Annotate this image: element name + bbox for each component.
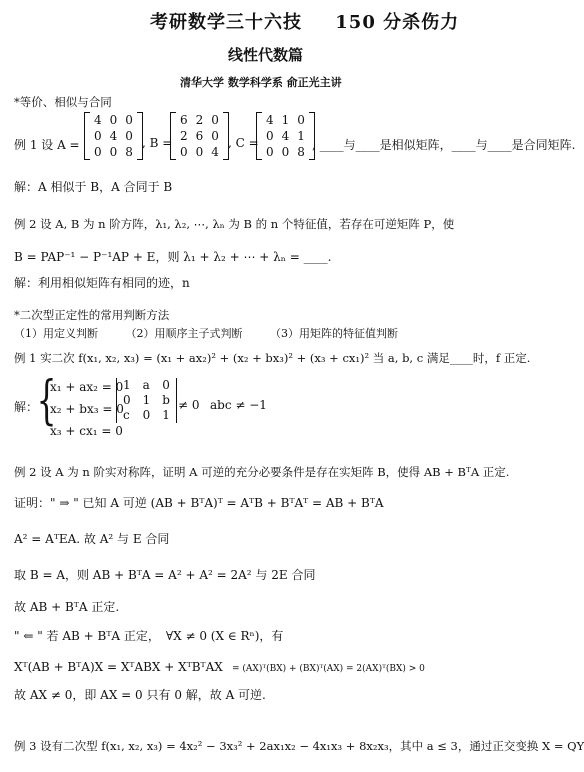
matrix-c: 4 1 0 0 4 1 0 0 8 — [256, 112, 315, 160]
author-line: 清华大学 数学科学系 俞正光主讲 — [180, 76, 342, 89]
determinant-neq: ≠ 0 — [178, 398, 200, 412]
title-suffix: 150 分杀伤力 — [335, 12, 460, 33]
matrix-a: 4 0 0 0 4 0 0 0 8 — [84, 112, 143, 160]
equation-3: x₃ + cx₁ = 0 — [50, 424, 123, 438]
s2-solution-label: 解： — [14, 400, 39, 414]
equation-1: x₁ + ax₂ = 0 — [50, 380, 124, 394]
s2-example3: 例 3 设有二次型 f(x₁, x₂, x₃) = 4x₂² − 3x₃² + 2ax₁x₂ − 4x₁x₃ + 8x₂x₃，其中 a ≤ 3，通过正交变换 X = QY — [14, 739, 584, 753]
example1-tail: , ____与____是相似矩阵，____与____是合同矩阵. — [312, 138, 576, 152]
proof-line-6-expansion: = (AX)ᵀ(BX) + (BX)ᵀ(AX) = 2(AX)ᵀ(BX) > 0 — [232, 664, 425, 674]
proof-line-6: Xᵀ(AB + BᵀA)X = XᵀABX + XᵀBᵀAX — [14, 660, 223, 674]
proof-line-1: 证明：" ⇒ " 已知 A 可逆 (AB + BᵀA)ᵀ = AᵀB + BᵀAᵀ = AB + BᵀA — [14, 496, 384, 510]
page-title — [150, 8, 459, 34]
example2-line2: B = PAP⁻¹ − P⁻¹AP + E，则 λ₁ + λ₂ + ⋯ + λₙ = ____. — [14, 250, 332, 264]
proof-line-2: A² = AᵀEA. 故 A² 与 E 合同 — [14, 532, 170, 546]
example1-answer: 解：A 相似于 B，A 合同于 B — [14, 180, 173, 194]
example2-line1: 例 2 设 A, B 为 n 阶方阵，λ₁, λ₂, ⋯, λₙ 为 B 的 n 个特征值，若存在可逆矩阵 P，使 — [14, 217, 455, 231]
label-b: , B = — [142, 136, 173, 150]
determinant: 1 a 0 0 1 b c 0 1 — [116, 378, 177, 423]
example1-prefix: 例 1 设 A = — [14, 138, 80, 152]
proof-line-4: 故 AB + BᵀA 正定. — [14, 600, 120, 614]
label-c: , C = — [228, 136, 259, 150]
brace-icon: { — [36, 371, 57, 431]
subtitle: 线性代数篇 — [228, 46, 304, 64]
section-heading-equivalence: *等价、相似与合同 — [14, 95, 112, 109]
proof-line-7: 故 AX ≠ 0，即 AX = 0 只有 0 解，故 A 可逆. — [14, 688, 266, 702]
s2-example2-statement: 例 2 设 A 为 n 阶实对称阵，证明 A 可逆的充分必要条件是存在实矩阵 B，使得 AB + BᵀA 正定. — [14, 465, 510, 479]
s2-example1: 例 1 实二次 f(x₁, x₂, x₃) = (x₁ + ax₂)² + (x₂ + bx₃)² + (x₃ + cx₁)² 当 a, b, c 满足____时，f 正定. — [14, 351, 531, 365]
methods-list: （1）用定义判断 （2）用顺序主子式判断 （3）用矩阵的特征值判断 — [14, 327, 398, 340]
title-main: 考研数学三十六技 — [150, 12, 302, 33]
equation-2: x₂ + bx₃ = 0 — [50, 402, 124, 416]
proof-line-3: 取 B = A，则 AB + BᵀA = A² + A² = 2A² 与 2E 合同 — [14, 568, 316, 582]
example2-answer: 解：利用相似矩阵有相同的迹，n — [14, 276, 190, 290]
matrix-b: 6 2 0 2 6 0 0 0 4 — [170, 112, 229, 160]
equation-system — [50, 376, 124, 442]
section-heading-positive-definite: *二次型正定性的常用判断方法 — [14, 308, 170, 322]
s2-example1-result: abc ≠ −1 — [210, 398, 267, 412]
proof-line-5: " ⇐ " 若 AB + BᵀA 正定， ∀X ≠ 0 (X ∈ Rⁿ)，有 — [14, 629, 284, 643]
